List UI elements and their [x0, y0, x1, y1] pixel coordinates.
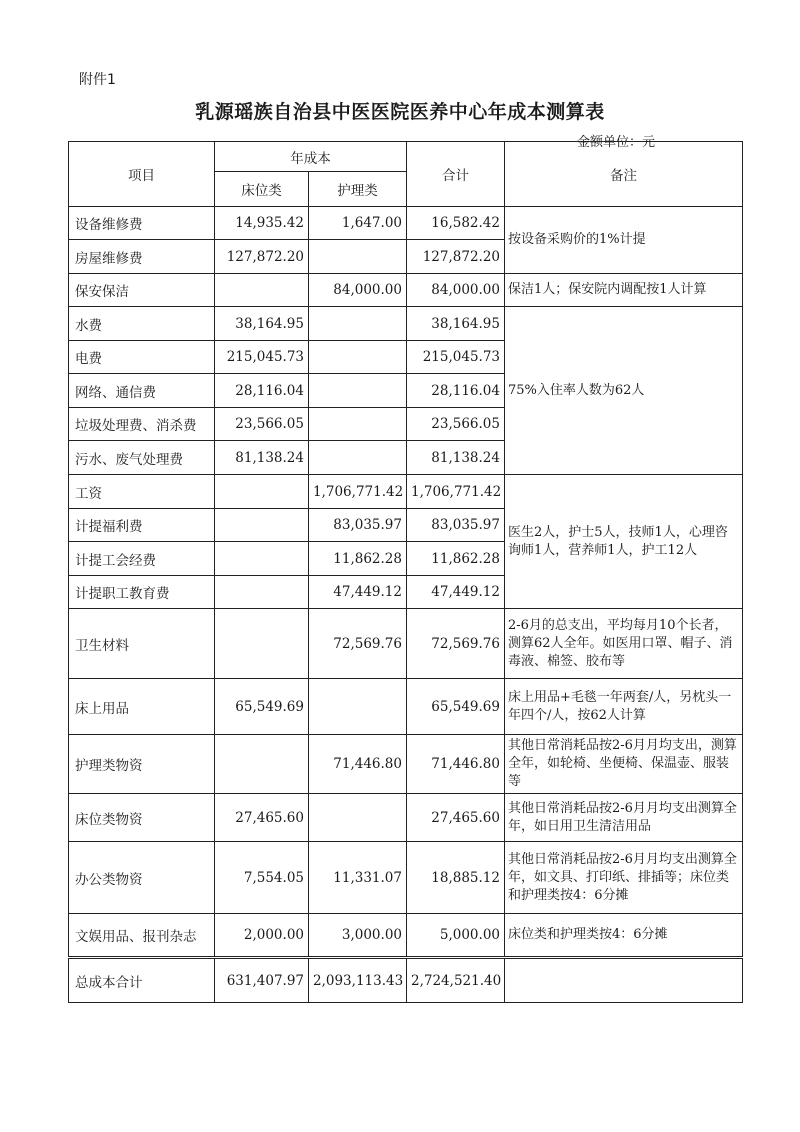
table-row	[69, 207, 743, 240]
total-cost-cell: 72,569.76	[407, 609, 505, 679]
header-nursing: 护理类	[309, 172, 407, 207]
total-cost-cell: 71,446.80	[407, 735, 505, 794]
nursing-cost-cell: 11,862.28	[309, 542, 407, 576]
total-cost-cell: 27,465.60	[407, 794, 505, 842]
item-name-cell: 电费	[69, 341, 215, 374]
cost-table	[68, 141, 743, 1003]
table-row	[69, 609, 743, 679]
item-name-cell: 计提职工教育费	[69, 576, 215, 609]
total-cost-cell: 23,566.05	[407, 408, 505, 441]
table-row	[69, 842, 743, 914]
nursing-cost-cell: 84,000.00	[309, 274, 407, 307]
table-row	[69, 475, 743, 509]
nursing-cost-cell: 3,000.00	[309, 914, 407, 958]
item-name-cell: 办公类物资	[69, 842, 215, 914]
item-name-cell: 设备维修费	[69, 207, 215, 240]
bed-cost-cell: 27,465.60	[215, 794, 309, 842]
total-cost-cell: 5,000.00	[407, 914, 505, 958]
item-name-cell: 工资	[69, 475, 215, 509]
nursing-cost-cell: 1,647.00	[309, 207, 407, 240]
header-note: 备注	[505, 142, 743, 207]
item-name-cell: 总成本合计	[69, 958, 215, 1003]
note-cell: 按设备采购价的1%计提	[505, 207, 743, 274]
item-name-cell: 计提工会经费	[69, 542, 215, 576]
item-name-cell: 垃圾处理费、消杀费	[69, 408, 215, 441]
total-cost-cell: 127,872.20	[407, 240, 505, 274]
total-cost-cell: 65,549.69	[407, 679, 505, 735]
total-cost-cell: 1,706,771.42	[407, 475, 505, 509]
item-name-cell: 卫生材料	[69, 609, 215, 679]
header-item: 项目	[69, 142, 215, 207]
currency-unit: 金额单位：元	[577, 135, 656, 150]
bed-cost-cell: 28,116.04	[215, 374, 309, 408]
nursing-cost-cell: 72,569.76	[309, 609, 407, 679]
bed-cost-cell	[215, 576, 309, 609]
item-name-cell: 护理类物资	[69, 735, 215, 794]
total-cost-cell: 81,138.24	[407, 441, 505, 475]
note-cell: 75%入住率人数为62人	[505, 307, 743, 475]
document-title: 乳源瑶族自治县中医医院医养中心年成本测算表	[195, 101, 605, 123]
note-cell: 2-6月的总支出，平均每月10个长者，测算62人全年。如医用口罩、帽子、消毒液、棉签、胶布等	[505, 609, 743, 679]
table-row	[69, 679, 743, 735]
table-row	[69, 794, 743, 842]
note-cell: 床上用品+毛毯一年两套/人，另枕头一年四个/人，按62人计算	[505, 679, 743, 735]
bed-cost-cell: 631,407.97	[215, 958, 309, 1003]
note-cell: 其他日常消耗品按2-6月月均支出测算全年，如日用卫生清洁用品	[505, 794, 743, 842]
header-annual-cost: 年成本	[215, 142, 407, 172]
total-cost-cell: 47,449.12	[407, 576, 505, 609]
table-row	[69, 914, 743, 958]
nursing-cost-cell: 83,035.97	[309, 509, 407, 542]
header-bed: 床位类	[215, 172, 309, 207]
annex-label: 附件1	[79, 72, 116, 88]
bed-cost-cell: 2,000.00	[215, 914, 309, 958]
table-row	[69, 274, 743, 307]
item-name-cell: 房屋维修费	[69, 240, 215, 274]
nursing-cost-cell	[309, 374, 407, 408]
item-name-cell: 水费	[69, 307, 215, 341]
total-cost-cell: 18,885.12	[407, 842, 505, 914]
bed-cost-cell: 65,549.69	[215, 679, 309, 735]
note-cell: 其他日常消耗品按2-6月月均支出，测算全年，如轮椅、坐便椅、保温壶、服装等	[505, 735, 743, 794]
item-name-cell: 保安保洁	[69, 274, 215, 307]
bed-cost-cell: 23,566.05	[215, 408, 309, 441]
table-body	[69, 207, 743, 1003]
nursing-cost-cell	[309, 441, 407, 475]
item-name-cell: 床位类物资	[69, 794, 215, 842]
nursing-cost-cell: 1,706,771.42	[309, 475, 407, 509]
nursing-cost-cell	[309, 240, 407, 274]
item-name-cell: 计提福利费	[69, 509, 215, 542]
bed-cost-cell	[215, 475, 309, 509]
total-cost-cell: 84,000.00	[407, 274, 505, 307]
note-cell	[505, 958, 743, 1003]
table-row	[69, 307, 743, 341]
nursing-cost-cell: 2,093,113.43	[309, 958, 407, 1003]
nursing-cost-cell	[309, 679, 407, 735]
bed-cost-cell	[215, 274, 309, 307]
grand-total-row	[69, 958, 743, 1003]
item-name-cell: 床上用品	[69, 679, 215, 735]
nursing-cost-cell: 11,331.07	[309, 842, 407, 914]
total-cost-cell: 16,582.42	[407, 207, 505, 240]
bed-cost-cell: 14,935.42	[215, 207, 309, 240]
bed-cost-cell: 7,554.05	[215, 842, 309, 914]
note-cell: 保洁1人；保安院内调配按1人计算	[505, 274, 743, 307]
bed-cost-cell: 215,045.73	[215, 341, 309, 374]
total-cost-cell: 2,724,521.40	[407, 958, 505, 1003]
item-name-cell: 污水、废气处理费	[69, 441, 215, 475]
bed-cost-cell	[215, 509, 309, 542]
note-cell: 其他日常消耗品按2-6月月均支出测算全年，如文具、打印纸、排插等；床位类和护理类按4：6分摊	[505, 842, 743, 914]
bed-cost-cell: 38,164.95	[215, 307, 309, 341]
note-cell: 医生2人，护士5人，技师1人，心理咨询师1人，营养师1人，护工12人	[505, 475, 743, 609]
item-name-cell: 网络、通信费	[69, 374, 215, 408]
bed-cost-cell	[215, 609, 309, 679]
nursing-cost-cell	[309, 307, 407, 341]
total-cost-cell: 215,045.73	[407, 341, 505, 374]
total-cost-cell: 38,164.95	[407, 307, 505, 341]
nursing-cost-cell	[309, 408, 407, 441]
nursing-cost-cell	[309, 794, 407, 842]
item-name-cell: 文娱用品、报刊杂志	[69, 914, 215, 958]
bed-cost-cell: 81,138.24	[215, 441, 309, 475]
total-cost-cell: 11,862.28	[407, 542, 505, 576]
total-cost-cell: 28,116.04	[407, 374, 505, 408]
header-total: 合计	[407, 142, 505, 207]
total-cost-cell: 83,035.97	[407, 509, 505, 542]
note-cell: 床位类和护理类按4：6分摊	[505, 914, 743, 958]
nursing-cost-cell	[309, 341, 407, 374]
bed-cost-cell: 127,872.20	[215, 240, 309, 274]
nursing-cost-cell: 71,446.80	[309, 735, 407, 794]
bed-cost-cell	[215, 542, 309, 576]
table-row	[69, 735, 743, 794]
bed-cost-cell	[215, 735, 309, 794]
nursing-cost-cell: 47,449.12	[309, 576, 407, 609]
